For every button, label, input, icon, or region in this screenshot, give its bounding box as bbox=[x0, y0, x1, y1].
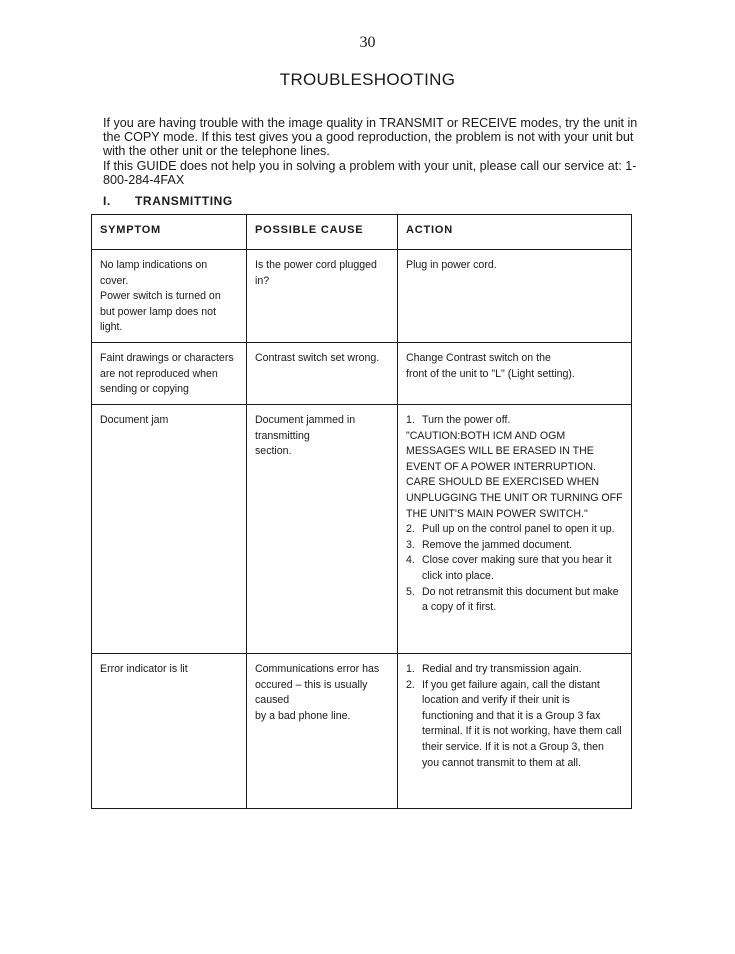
action-step bbox=[406, 553, 623, 584]
action-cell bbox=[398, 404, 632, 653]
action-cell bbox=[398, 342, 632, 404]
step-text: Remove the jammed document. bbox=[422, 538, 573, 551]
symptom-line: but power lamp does not light. bbox=[100, 305, 217, 334]
symptom-line: are not reproduced when bbox=[100, 367, 218, 380]
symptom-line: sending or copying bbox=[100, 383, 189, 396]
step-text: If you get failure again, call the distant location and verify if their unit is functioning and that it is a Group 3 fax terminal. If it is not working, have them call their service. If it is not a Group 3, then you cannot transmit to them at all. bbox=[422, 678, 622, 769]
action-steps bbox=[406, 662, 623, 771]
intro-paragraph: If you are having trouble with the image quality in TRANSMIT or RECEIVE modes, try the unit in the COPY mode. If this test gives you a good reproduction, the problem is not with your unit but with the other unit or the telephone lines. bbox=[103, 116, 638, 159]
section-title: TRANSMITTING bbox=[135, 194, 233, 208]
step-text: Do not retransmit this document but make a copy of it first. bbox=[422, 585, 619, 614]
column-header-cause: POSSIBLE CAUSE bbox=[247, 215, 398, 250]
cause-cell bbox=[247, 250, 398, 343]
cause-line: section. bbox=[255, 445, 292, 458]
cause-line: Is the power cord plugged in? bbox=[255, 259, 377, 287]
symptom-line: Power switch is turned on bbox=[100, 290, 221, 303]
section-number: I. bbox=[103, 194, 111, 208]
caution-text: "CAUTION:BOTH ICM AND OGM MESSAGES WILL BE ERASED IN THE EVENT OF A POWER INTERRUPTION. CARE SHOULD BE EXERCISED WHEN UNPLUGGING THE UNIT OR TURNING OFF THE UNIT'S MAIN POWER SWITCH." bbox=[406, 429, 623, 520]
cause-line: by a bad phone line. bbox=[255, 709, 351, 722]
action-step bbox=[406, 522, 623, 538]
caution-note bbox=[406, 429, 623, 523]
action-line: Plug in power cord. bbox=[406, 259, 497, 271]
action-step bbox=[406, 662, 623, 678]
step-number: 3. bbox=[406, 538, 415, 551]
step-number: 5. bbox=[406, 585, 415, 598]
section-heading bbox=[103, 194, 233, 208]
page-title: TROUBLESHOOTING bbox=[279, 70, 456, 89]
cause-line: Communications error has bbox=[255, 662, 380, 675]
symptom-line: No lamp indications on cover. bbox=[100, 259, 208, 287]
action-cell bbox=[398, 653, 632, 808]
intro-text bbox=[103, 116, 643, 187]
step-text: Pull up on the control panel to open it up. bbox=[422, 523, 615, 536]
step-number: 2. bbox=[406, 523, 415, 536]
table-row bbox=[92, 250, 632, 343]
page-number: 30 bbox=[359, 34, 376, 51]
cause-cell bbox=[247, 653, 398, 808]
action-line: front of the unit to "L" (Light setting). bbox=[406, 367, 575, 380]
symptom-cell bbox=[92, 342, 247, 404]
action-step bbox=[406, 413, 623, 429]
cause-cell bbox=[247, 342, 398, 404]
symptom-line: Faint drawings or characters bbox=[100, 351, 234, 364]
action-step bbox=[406, 585, 623, 616]
cause-line: Contrast switch set wrong. bbox=[255, 351, 380, 364]
action-steps bbox=[406, 413, 623, 616]
table-row bbox=[92, 404, 632, 653]
table-header-row bbox=[92, 215, 632, 250]
symptom-cell bbox=[92, 653, 247, 808]
symptom-line: Document jam bbox=[100, 413, 169, 426]
cause-line: Document jammed in transmitting bbox=[255, 413, 356, 442]
troubleshooting-table bbox=[91, 214, 632, 809]
cause-cell bbox=[247, 404, 398, 653]
symptom-cell bbox=[92, 404, 247, 653]
cause-line: occured – this is usually caused bbox=[255, 678, 368, 707]
step-text: Close cover making sure that you hear it click into place. bbox=[422, 554, 612, 582]
table-row bbox=[92, 653, 632, 808]
step-number: 4. bbox=[406, 554, 415, 567]
step-text: Redial and try transmission again. bbox=[422, 662, 582, 675]
symptom-line: Error indicator is lit bbox=[100, 662, 188, 675]
column-header-action: ACTION bbox=[398, 215, 632, 250]
column-header-symptom: SYMPTOM bbox=[92, 215, 247, 250]
step-number: 1. bbox=[406, 413, 415, 426]
action-cell bbox=[398, 250, 632, 343]
step-number: 1. bbox=[406, 662, 415, 675]
action-line: Change Contrast switch on the bbox=[406, 351, 551, 364]
action-step bbox=[406, 678, 623, 772]
step-number: 2. bbox=[406, 678, 415, 691]
intro-paragraph: If this GUIDE does not help you in solving a problem with your unit, please call our service at: 1-800-284-4FAX bbox=[103, 158, 637, 187]
step-text: Turn the power off. bbox=[422, 413, 511, 426]
table-row bbox=[92, 342, 632, 404]
symptom-cell bbox=[92, 250, 247, 343]
action-step bbox=[406, 538, 623, 554]
